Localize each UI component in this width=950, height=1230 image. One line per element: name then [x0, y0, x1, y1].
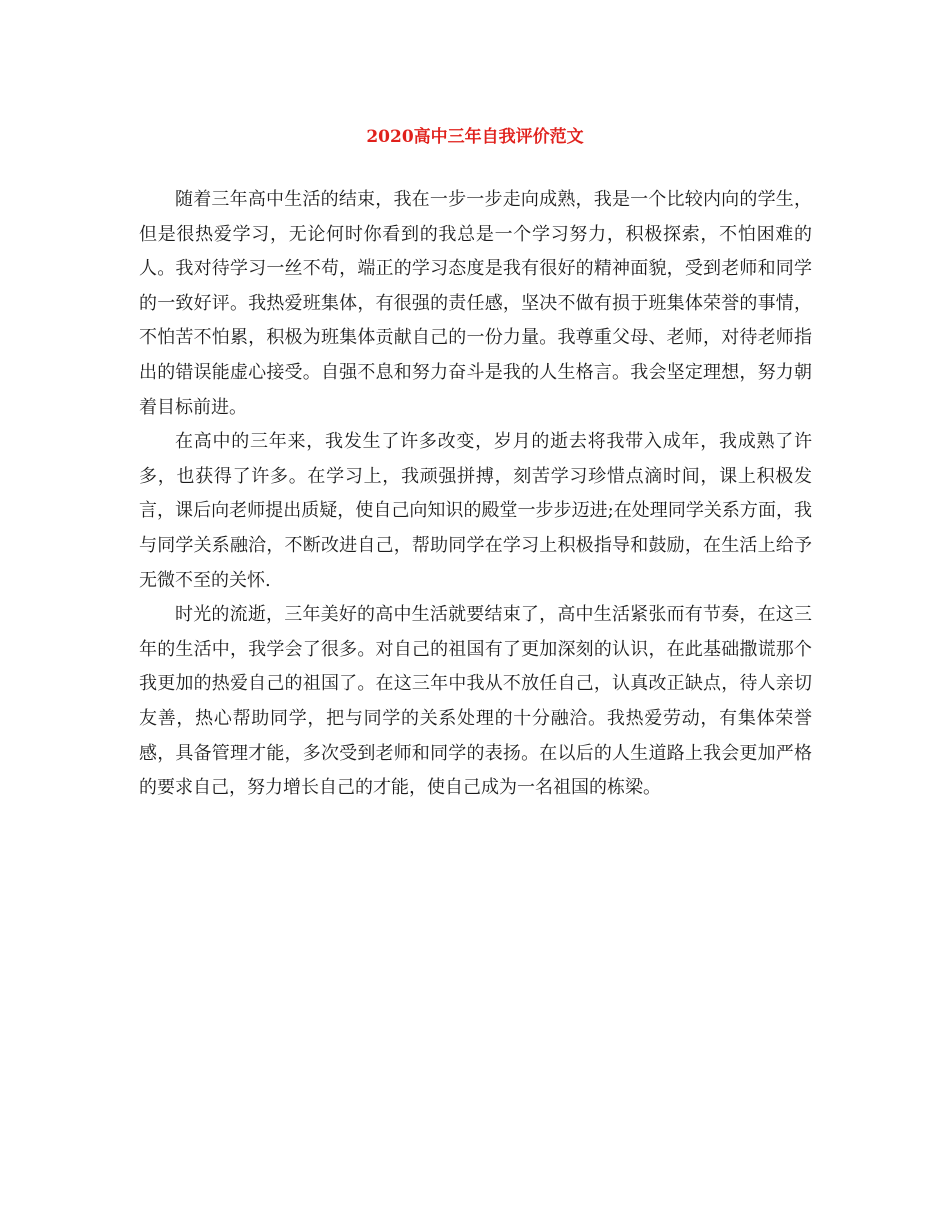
paragraph-1: 随着三年高中生活的结束，我在一步一步走向成熟，我是一个比较内向的学生，但是很热爱学习，无论何时你看到的我总是一个学习努力，积极探索，不怕困难的人。我对待学习一丝不苟，端正的学习态度是我有很好的精神面貌，受到老师和同学的一致好评。我热爱班集体，有很强的责任感，坚决不做有损于班集体荣誉的事情，不怕苦不怕累，积极为班集体贡献自己的一份力量。我尊重父母、老师，对待老师指出的错误能虚心接受。自强不息和努力奋斗是我的人生格言。我会坚定理想，努力朝着目标前进。 [139, 189, 812, 418]
document-body [139, 183, 812, 806]
paragraph-3: 时光的流逝，三年美好的高中生活就要结束了，高中生活紧张而有节奏，在这三年的生活中，我学会了很多。对自己的祖国有了更加深刻的认识，在此基础撒谎那个我更加的热爱自己的祖国了。在这三年中我从不放任自己，认真改正缺点，待人亲切友善，热心帮助同学，把与同学的关系处理的十分融洽。我热爱劳动，有集体荣誉感，具备管理才能，多次受到老师和同学的表扬。在以后的人生道路上我会更加严格的要求自己，努力增长自己的才能，使自己成为一名祖国的栋梁。 [139, 604, 812, 799]
document-title: 2020高中三年自我评价范文 [366, 127, 584, 147]
paragraph-2: 在高中的三年来，我发生了许多改变，岁月的逝去将我带入成年，我成熟了许多，也获得了许多。在学习上，我顽强拼搏，刻苦学习珍惜点滴时间，课上积极发言，课后向老师提出质疑，使自己向知识的殿堂一步步迈进;在处理同学关系方面，我与同学关系融洽，不断改进自己，帮助同学在学习上积极指导和鼓励，在生活上给予无微不至的关怀. [139, 431, 812, 591]
